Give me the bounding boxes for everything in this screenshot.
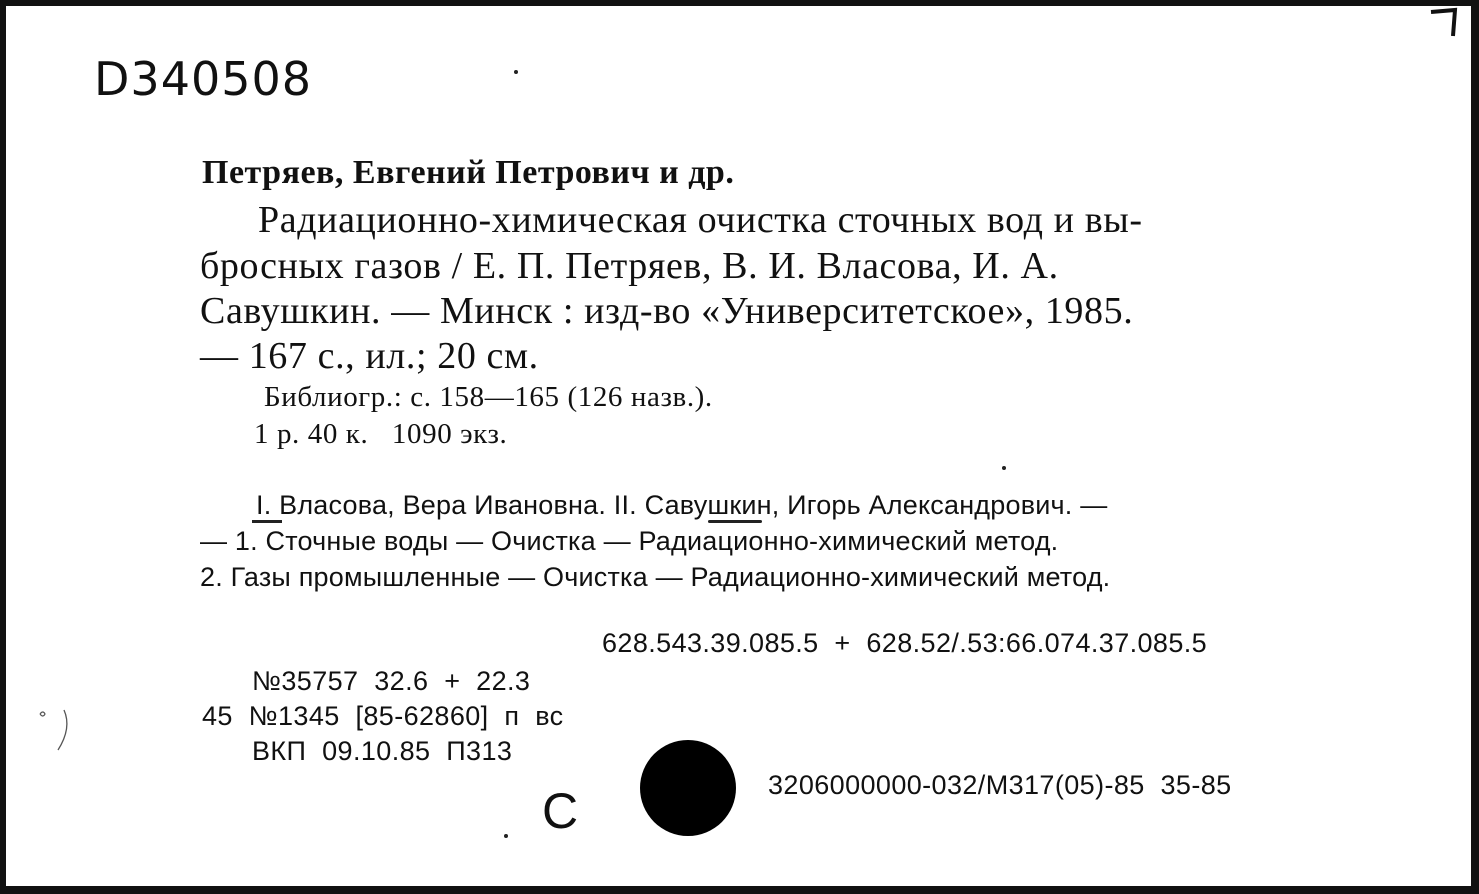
letter-mark: С xyxy=(542,783,579,839)
punch-hole xyxy=(640,740,736,836)
tracing-line-1: I. Власова, Вера Ивановна. II. Савушкин, Игорь Александрович. — xyxy=(256,490,1108,520)
tracing-line-3: 2. Газы промышленные — Очистка — Радиационно-химический метод. xyxy=(200,562,1111,592)
speck xyxy=(514,70,518,74)
title-line-1: Радиационно-химическая очистка сточных вод и вы- xyxy=(258,199,1143,241)
author-heading: Петряев, Евгений Петрович и др. xyxy=(202,154,735,191)
speck xyxy=(504,834,508,838)
code-line-1: №35757 32.6 + 22.3 xyxy=(252,666,531,696)
tracing-line-2: — 1. Сточные воды — Очистка — Радиационно-химический метод. xyxy=(200,526,1059,556)
title-line-2: бросных газов / Е. П. Петряев, В. И. Власова, И. А. xyxy=(200,245,1059,287)
pencil-scribble xyxy=(36,706,86,756)
corner-tick xyxy=(1427,6,1467,46)
bibliography-note: Библиогр.: с. 158—165 (126 назв.). xyxy=(264,381,713,413)
code-line-3: ВКП 09.10.85 П313 xyxy=(252,736,513,766)
speck xyxy=(1002,466,1006,470)
title-line-4: — 167 с., ил.; 20 см. xyxy=(200,335,539,377)
underline-mark-2 xyxy=(708,520,762,523)
card-number: D340508 xyxy=(94,52,313,106)
underline-mark-1 xyxy=(252,520,282,523)
title-line-3: Савушкин. — Минск : изд-во «Университетское», 1985. xyxy=(200,290,1134,332)
price-and-print-run: 1 р. 40 к. 1090 экз. xyxy=(254,418,508,450)
udc-code: 628.543.39.085.5 + 628.52/.53:66.074.37.085.5 xyxy=(602,628,1208,658)
isbn-code: 3206000000-032/М317(05)-85 35-85 xyxy=(768,770,1232,800)
code-line-2: 45 №1345 [85-62860] п вс xyxy=(202,701,564,731)
